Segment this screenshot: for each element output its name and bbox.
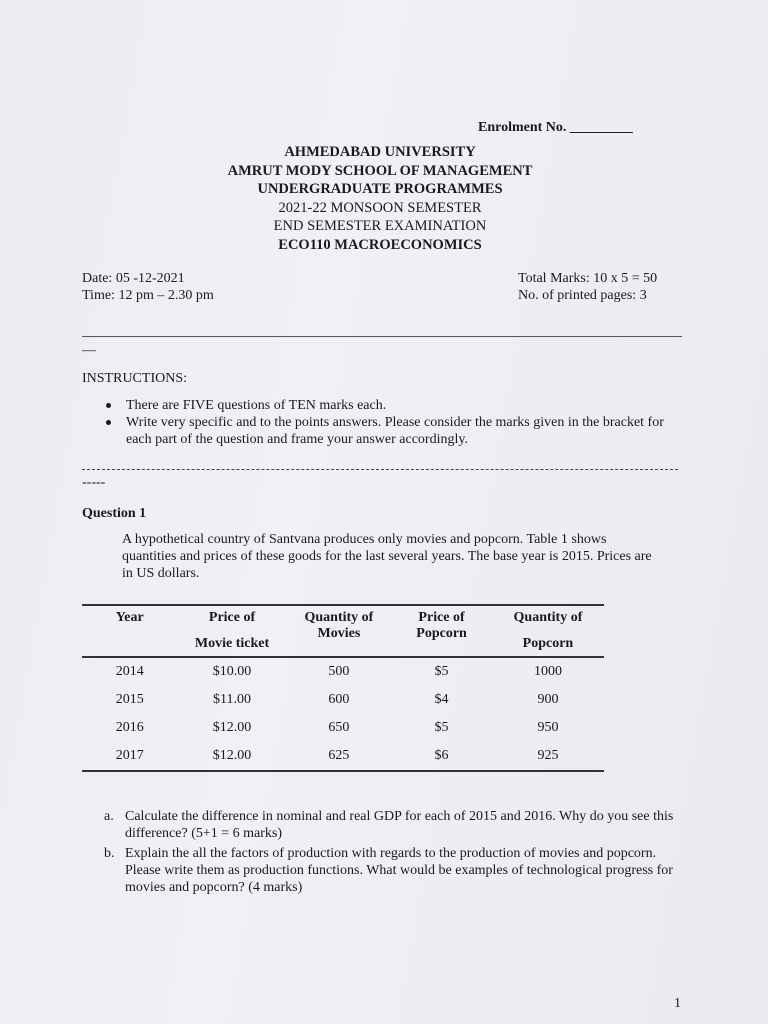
exam-date: Date: 05 -12-2021 [82, 271, 185, 286]
question-1-heading: Question 1 [82, 506, 147, 521]
table-cell: 950 [537, 720, 559, 735]
total-marks: Total Marks: 10 x 5 = 50 [518, 271, 658, 286]
university-name: AHMEDABAD UNIVERSITY [284, 144, 476, 160]
header-divider [82, 336, 682, 337]
column-header-line: Price of [418, 610, 465, 625]
programme-name: UNDERGRADUATE PROGRAMMES [257, 181, 503, 197]
exam-time: Time: 12 pm – 2.30 pm [82, 288, 214, 303]
table-cell: 625 [287, 742, 392, 771]
question-part-text: Explain the all the factors of production with regards to the production of movies and popcorn. Please write them as production functions. What would be examples of technological progress for movies and popcorn? (4 marks) [125, 846, 673, 895]
column-header-line: Movie ticket [194, 636, 270, 651]
page-number: 1 [674, 996, 681, 1011]
question-part-label: a. [104, 809, 114, 824]
table-cell: $4 [434, 692, 449, 707]
divider-dash: — [82, 343, 96, 358]
instructions-heading: INSTRUCTIONS: [82, 371, 188, 386]
question-1-parts [104, 808, 689, 899]
column-header [82, 605, 177, 657]
table-cell: 900 [537, 692, 559, 707]
question-part [104, 845, 689, 896]
table-cell: 650 [328, 720, 350, 735]
table-cell: $10.00 [212, 664, 252, 679]
enrolment-number-field [478, 119, 633, 136]
column-header-line: Movies [317, 626, 361, 641]
column-header [492, 605, 604, 657]
table-cell: $12.00 [177, 742, 286, 771]
column-header-line: Price of [208, 610, 256, 625]
divider-dashes: ----- [82, 475, 106, 490]
instructions-list [100, 397, 690, 448]
table-cell: 2016 [115, 720, 144, 735]
quantities-prices-table [82, 604, 604, 772]
table-cell: 2014 [115, 664, 144, 679]
enrolment-label: Enrolment No. [478, 120, 567, 135]
table-cell: $12.00 [212, 720, 252, 735]
question-part [104, 808, 689, 842]
table-cell: 1000 [533, 664, 562, 679]
exam-type: END SEMESTER EXAMINATION [273, 218, 487, 234]
column-header-line: Quantity of [304, 610, 374, 625]
table-header-row [82, 605, 604, 657]
table-cell: 500 [328, 664, 350, 679]
column-header-line: Quantity of [513, 610, 583, 625]
column-header-line: Popcorn [522, 636, 574, 651]
table-cell: $11.00 [213, 692, 251, 707]
table-row [82, 686, 604, 714]
table-cell: $5 [434, 720, 449, 735]
table-cell: 600 [328, 692, 350, 707]
question-part-label: b. [104, 846, 115, 861]
table-cell: $6 [391, 742, 492, 771]
school-name: AMRUT MODY SCHOOL OF MANAGEMENT [227, 162, 533, 179]
column-header [391, 605, 492, 657]
table-cell: 2017 [82, 742, 177, 771]
table-row [82, 742, 604, 771]
column-header [177, 605, 286, 657]
enrolment-blank: _________ [569, 120, 633, 135]
semester-name: 2021-22 MONSOON SEMESTER [278, 199, 482, 216]
table-cell: $5 [434, 664, 449, 679]
course-name: ECO110 MACROECONOMICS [278, 236, 482, 253]
printed-pages: No. of printed pages: 3 [518, 288, 647, 303]
exam-title-block [180, 143, 580, 254]
table-row [82, 657, 604, 686]
instructions-divider [82, 469, 678, 470]
table-row [82, 714, 604, 742]
column-header-line: Year [115, 610, 144, 625]
question-part-text: Calculate the difference in nominal and real GDP for each of 2015 and 2016. Why do you see this difference? (5+1 = 6 marks) [125, 809, 674, 841]
instruction-item: There are FIVE questions of TEN marks each. [100, 397, 690, 414]
table-cell: 925 [492, 742, 604, 771]
column-header-line: Popcorn [416, 626, 467, 641]
instruction-item: Write very specific and to the points answers. Please consider the marks given in the bracket for each part of the question and frame your answer accordingly. [100, 414, 690, 448]
table-cell: 2015 [115, 692, 144, 707]
question-1-intro: A hypothetical country of Santvana produces only movies and popcorn. Table 1 shows quantities and prices of these goods for the last several years. The base year is 2015. Prices are in US dollars. [122, 532, 652, 581]
column-header [287, 605, 392, 657]
